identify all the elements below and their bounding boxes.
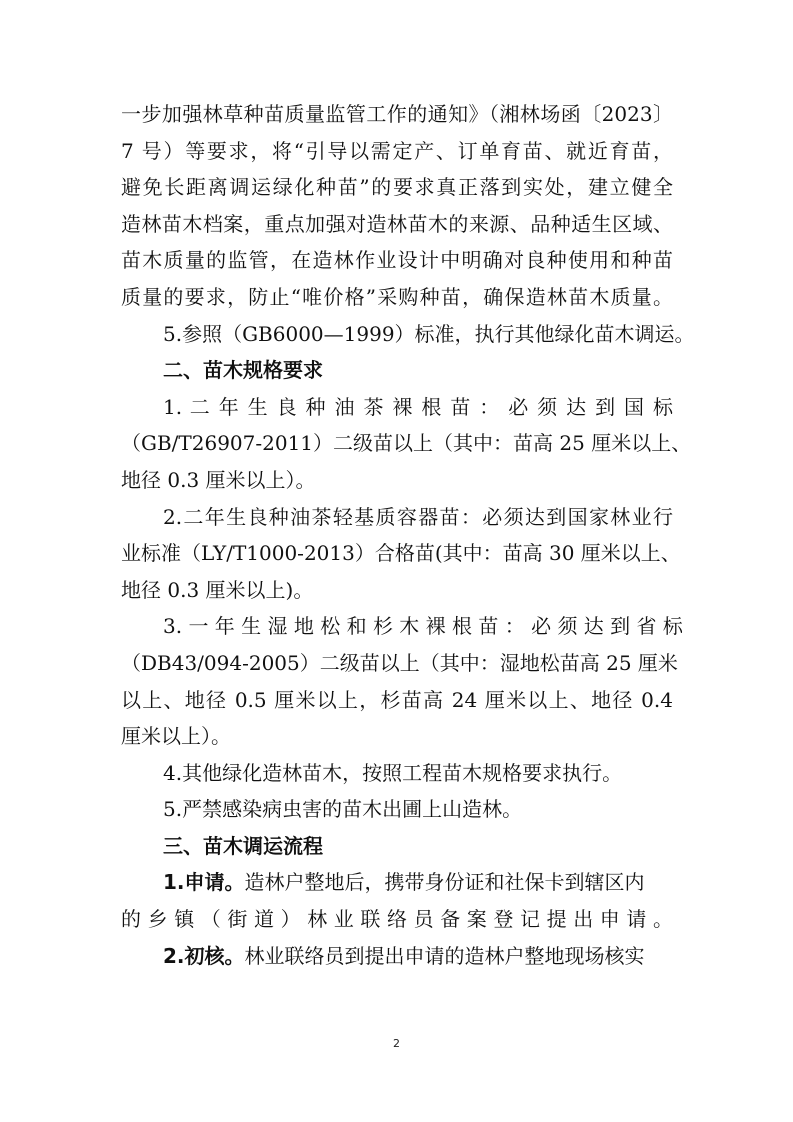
- paragraph-line: 避免长距离调运绿化种苗”的要求真正落到实处，建立健全: [121, 175, 673, 200]
- paragraph-line: 1. 二 年 生 良 种 油 茶 裸 根 苗 ： 必 须 达 到 国 标: [163, 394, 673, 419]
- paragraph-line: 3. 一 年 生 湿 地 松 和 杉 木 裸 根 苗 ： 必 须 达 到 省 标: [163, 614, 683, 639]
- paragraph-line: [121, 864, 673, 901]
- paragraph-line: 厘米以上）。: [121, 724, 231, 749]
- section-heading-transport-process: 三、苗木调运流程: [163, 833, 323, 858]
- page-number: 2: [393, 1037, 400, 1050]
- paragraph-line: 以上、地径 0.5 厘米以上，杉苗高 24 厘米以上、地径 0.4: [121, 687, 673, 712]
- step-label-apply: 1.申请。: [163, 870, 245, 895]
- paragraph-line: （GB/T26907-2011）二级苗以上（其中：苗高 25 厘米以上、: [121, 431, 692, 456]
- section-heading-seedling-specs: 二、苗木规格要求: [163, 358, 323, 383]
- paragraph-line: 一步加强林草种苗质量监管工作的通知》（湘林场函〔2023〕: [121, 102, 673, 126]
- paragraph-line: 苗木质量的监管，在造林作业设计中明确对良种使用和种苗: [121, 248, 673, 273]
- document-body: [121, 96, 695, 974]
- paragraph-line: 4.其他绿化造林苗木，按照工程苗木规格要求执行。: [163, 760, 623, 785]
- paragraph-line: 造林苗木档案，重点加强对造林苗木的来源、品种适生区域、: [121, 211, 673, 236]
- step-text: 林业联络员到提出申请的造林户整地现场核实: [244, 943, 645, 968]
- paragraph-line: [121, 938, 673, 975]
- paragraph-line: （DB43/094-2005）二级苗以上（其中：湿地松苗高 25 厘米: [121, 650, 678, 675]
- paragraph-line: 地径 0.3 厘米以上）。: [121, 467, 316, 492]
- paragraph-line: 5.严禁感染病虫害的苗木出圃上山造林。: [163, 797, 523, 822]
- step-label-review: 2.初核。: [163, 943, 245, 968]
- paragraph-line: 业标准（LY/T1000-2013）合格苗(其中：苗高 30 厘米以上、: [121, 541, 681, 566]
- paragraph-line: 质量的要求，防止“唯价格”采购种苗，确保造林苗木质量。: [121, 284, 673, 309]
- paragraph-line: 地径 0.3 厘米以上)。: [121, 577, 314, 602]
- paragraph-line: 的乡镇（街道）林业联络员备案登记提出申请。: [121, 907, 673, 932]
- paragraph-line: 5.参照（GB6000—1999）标准，执行其他绿化苗木调运。: [163, 321, 695, 346]
- paragraph-line: 2.二年生良种油茶轻基质容器苗：必须达到国家林业行: [163, 504, 673, 529]
- step-text: 造林户整地后，携带身份证和社保卡到辖区内: [244, 870, 645, 895]
- paragraph-line: 7 号）等要求，将“引导以需定产、订单育苗、就近育苗，: [121, 138, 673, 163]
